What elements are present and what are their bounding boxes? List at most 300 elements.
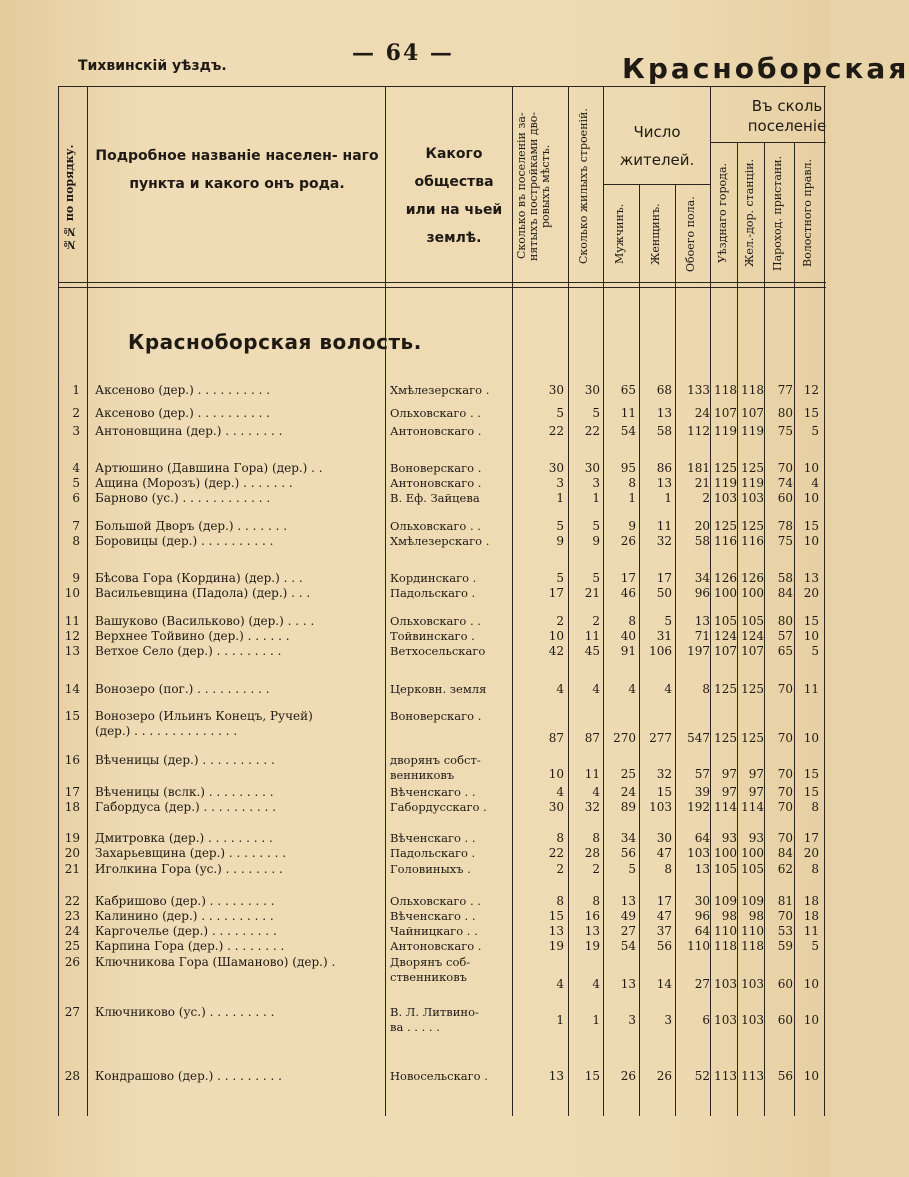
women-count: 11 [656,519,672,533]
buildings-count: 2 [592,614,600,628]
table-row [0,585,831,601]
header-places: Сколько въ поселеніи за- нятыхъ постройками дво- ровыхъ мѣстъ. [515,111,552,261]
places-count: 5 [556,519,564,533]
women-count: 50 [656,586,672,600]
dist-town: 109 [714,894,737,908]
buildings-count: 22 [584,424,600,438]
men-count: 65 [620,383,636,397]
dist-town: 98 [721,909,737,923]
dist-town: 118 [714,939,737,953]
places-count: 4 [556,785,564,799]
row-number: 20 [64,846,80,860]
dist-pier: 80 [777,406,793,420]
row-number: 5 [72,476,80,490]
dist-rail: 98 [748,909,764,923]
buildings-count: 87 [584,731,600,745]
dist-rail: 93 [748,831,764,845]
row-number: 21 [64,862,80,876]
dist-pier: 70 [777,767,793,781]
places-count: 8 [556,894,564,908]
dist-pier: 70 [777,731,793,745]
header-men: Мужчинъ. [613,203,626,265]
row-number: 23 [64,909,80,923]
dist-pier: 62 [777,862,793,876]
men-count: 95 [620,461,636,475]
women-count: 14 [656,977,672,991]
women-count: 68 [656,383,672,397]
header-no: №№ по порядку. [63,144,76,252]
place-name: Верхнее Тойвино (дер.) . . . . . . [95,629,290,643]
row-number: 27 [64,1005,80,1019]
place-name: Иголкина Гора (ус.) . . . . . . . . [95,862,283,876]
place-name: Ключникова Гора (Шаманово) (дер.) . [95,955,336,969]
men-count: 13 [620,894,636,908]
society-name: Ольховскаго . . [390,894,481,908]
men-count: 11 [620,406,636,420]
dist-pier: 74 [777,476,793,490]
row-number: 1 [72,383,80,397]
women-count: 106 [649,644,672,658]
table-row [0,923,831,939]
total-count: 27 [694,977,710,991]
dist-pier: 70 [777,682,793,696]
row-number: 11 [64,614,80,628]
men-count: 89 [620,800,636,814]
dist-rail: 118 [741,939,764,953]
place-name: Васильевщина (Падола) (дер.) . . . [95,586,311,600]
row-number: 14 [64,682,80,696]
men-count: 54 [620,424,636,438]
buildings-count: 5 [592,571,600,585]
table-row [0,893,831,909]
society-name: Падольскаго . [390,586,476,600]
table-row [0,382,831,398]
society-name: Ольховскаго . . [390,519,481,533]
places-count: 8 [556,831,564,845]
dist-rail: 110 [741,924,764,938]
table-row [0,570,831,586]
dist-rail: 107 [741,644,764,658]
row-number: 26 [64,955,80,969]
place-name: Габордуса (дер.) . . . . . . . . . . [95,800,277,814]
total-count: 96 [694,586,710,600]
dist-volost: 5 [811,424,819,438]
place-name: Карпина Гора (дер.) . . . . . . . . [95,939,285,953]
dist-rail: 109 [741,894,764,908]
place-name: Ветхое Село (дер.) . . . . . . . . . [95,644,282,658]
place-name: Антоновщина (дер.) . . . . . . . . [95,424,283,438]
row-number: 9 [72,571,80,585]
places-count: 4 [556,977,564,991]
places-count: 10 [548,629,564,643]
women-count: 47 [656,846,672,860]
total-count: 2 [702,491,710,505]
table-row [0,1068,831,1084]
table-row [0,938,831,954]
buildings-count: 15 [584,1069,600,1083]
total-count: 30 [694,894,710,908]
dist-town: 114 [714,800,737,814]
buildings-count: 11 [584,767,600,781]
table-row [0,613,831,629]
table-row [0,799,831,815]
buildings-count: 30 [584,383,600,397]
table-row [0,643,831,659]
women-count: 8 [664,862,672,876]
row-number: 2 [72,406,80,420]
place-name: Аксеново (дер.) . . . . . . . . . . [95,406,271,420]
dist-rail: 113 [741,1069,764,1083]
distance-subheader-rule [711,142,826,143]
places-count: 15 [548,909,564,923]
table-row [0,490,831,506]
society-name-continued: ва . . . . . [390,1020,440,1034]
buildings-count: 1 [592,491,600,505]
total-count: 64 [694,831,710,845]
table-row [0,845,831,861]
society-name: Хмѣлезерскаго . [390,383,490,397]
men-count: 1 [628,491,636,505]
place-name: Вѣченицы (дер.) . . . . . . . . . . [95,753,275,767]
society-name: Падольскаго . [390,846,476,860]
women-count: 47 [656,909,672,923]
women-count: 13 [656,476,672,490]
dist-rail: 105 [741,862,764,876]
total-count: 192 [687,800,710,814]
society-name: Ольховскаго . . [390,614,481,628]
total-count: 8 [702,682,710,696]
place-name: Кондрашово (дер.) . . . . . . . . . [95,1069,282,1083]
dist-town: 116 [714,534,737,548]
buildings-count: 4 [592,682,600,696]
dist-rail: 119 [741,424,764,438]
dist-town: 125 [714,519,737,533]
row-number: 16 [64,753,80,767]
header-women: Женщинъ. [649,203,662,265]
dist-rail: 103 [741,491,764,505]
men-count: 9 [628,519,636,533]
women-count: 31 [656,629,672,643]
buildings-count: 21 [584,586,600,600]
dist-volost: 10 [803,534,819,548]
buildings-count: 28 [584,846,600,860]
society-name-continued: ственниковъ [390,970,467,984]
table-row [0,1004,831,1034]
places-count: 30 [548,383,564,397]
header-rail: Жел.-дор. станціи. [743,158,756,268]
section-title: Красноборская волость. [128,330,422,354]
place-name: Вашуково (Васильково) (дер.) . . . . [95,614,315,628]
dist-volost: 18 [803,909,819,923]
dist-rail: 100 [741,586,764,600]
county-title: Тихвинскій уѣздъ. [78,58,227,74]
society-name: Кординскаго . [390,571,477,585]
dist-town: 93 [721,831,737,845]
dist-pier: 84 [777,846,793,860]
dist-volost: 10 [803,1013,819,1027]
men-count: 17 [620,571,636,585]
men-count: 56 [620,846,636,860]
men-count: 26 [620,1069,636,1083]
dist-rail: 124 [741,629,764,643]
row-number: 25 [64,939,80,953]
total-count: 6 [702,1013,710,1027]
buildings-count: 5 [592,519,600,533]
dist-rail: 103 [741,977,764,991]
dist-town: 105 [714,614,737,628]
women-count: 277 [649,731,672,745]
women-count: 15 [656,785,672,799]
total-count: 547 [687,731,710,745]
dist-pier: 84 [777,586,793,600]
society-name: Хмѣлезерскаго . [390,534,490,548]
dist-volost: 8 [811,862,819,876]
total-count: 96 [694,909,710,923]
dist-town: 125 [714,731,737,745]
buildings-count: 3 [592,476,600,490]
place-name: Аксеново (дер.) . . . . . . . . . . [95,383,271,397]
men-count: 3 [628,1013,636,1027]
society-name: дворянъ собст- [390,753,481,767]
places-count: 30 [548,800,564,814]
buildings-count: 2 [592,862,600,876]
society-name: Воноверскаго . [390,461,482,475]
dist-volost: 13 [803,571,819,585]
buildings-count: 30 [584,461,600,475]
women-count: 56 [656,939,672,953]
total-count: 112 [687,424,710,438]
total-count: 20 [694,519,710,533]
women-count: 86 [656,461,672,475]
row-number: 8 [72,534,80,548]
place-name: Калинино (дер.) . . . . . . . . . . [95,909,274,923]
men-count: 91 [620,644,636,658]
place-name-continued: (дер.) . . . . . . . . . . . . . . [95,724,238,738]
row-number: 19 [64,831,80,845]
total-count: 197 [687,644,710,658]
places-count: 19 [548,939,564,953]
men-count: 13 [620,977,636,991]
women-count: 5 [664,614,672,628]
dist-pier: 70 [777,800,793,814]
dist-town: 103 [714,1013,737,1027]
dist-pier: 56 [777,1069,793,1083]
men-count: 270 [613,731,636,745]
society-name: Новосельскаго . [390,1069,488,1083]
row-number: 18 [64,800,80,814]
place-name: Вонозеро (Ильинъ Конецъ, Ручей) [95,709,313,723]
dist-pier: 60 [777,977,793,991]
dist-volost: 10 [803,731,819,745]
places-count: 17 [548,586,564,600]
total-count: 58 [694,534,710,548]
dist-pier: 70 [777,831,793,845]
dist-pier: 58 [777,571,793,585]
dist-rail: 103 [741,1013,764,1027]
row-number: 4 [72,461,80,475]
row-number: 13 [64,644,80,658]
place-name: Большой Дворъ (дер.) . . . . . . . [95,519,288,533]
dist-pier: 78 [777,519,793,533]
dist-town: 110 [714,924,737,938]
places-count: 87 [548,731,564,745]
total-count: 57 [694,767,710,781]
dist-pier: 60 [777,1013,793,1027]
table-row [0,830,831,846]
dist-rail: 125 [741,731,764,745]
men-count: 49 [620,909,636,923]
buildings-count: 16 [584,909,600,923]
dist-volost: 5 [811,939,819,953]
row-number: 28 [64,1069,80,1083]
women-count: 17 [656,571,672,585]
place-name: Дмитровка (дер.) . . . . . . . . . [95,831,273,845]
table-row [0,475,831,491]
header-buildings: Сколько жилыхъ строеній. [577,108,590,264]
dist-rail: 105 [741,614,764,628]
row-number: 12 [64,629,80,643]
row-number: 24 [64,924,80,938]
table-row [0,708,831,745]
total-count: 24 [694,406,710,420]
places-count: 13 [548,1069,564,1083]
dist-volost: 8 [811,800,819,814]
table-row [0,460,831,476]
table-row [0,628,831,644]
buildings-count: 5 [592,406,600,420]
buildings-count: 4 [592,785,600,799]
society-name: Вѣченскаго . . [390,909,476,923]
places-count: 9 [556,534,564,548]
society-name: Антоновскаго . [390,424,482,438]
buildings-count: 4 [592,977,600,991]
men-count: 26 [620,534,636,548]
table-row [0,423,831,439]
dist-town: 125 [714,682,737,696]
table-row [0,908,831,924]
total-count: 133 [687,383,710,397]
society-name: Дворянъ соб- [390,955,471,969]
dist-rail: 97 [748,785,764,799]
dist-town: 107 [714,406,737,420]
table-row [0,954,831,991]
buildings-count: 45 [584,644,600,658]
dist-rail: 126 [741,571,764,585]
dist-town: 100 [714,586,737,600]
men-count: 25 [620,767,636,781]
dist-pier: 70 [777,909,793,923]
place-name: Захарьевщина (дер.) . . . . . . . . [95,846,287,860]
society-name: Ольховскаго . . [390,406,481,420]
places-count: 10 [548,767,564,781]
dist-town: 125 [714,461,737,475]
buildings-count: 32 [584,800,600,814]
society-name: Вѣченскаго . . [390,785,476,799]
society-name: Антоновскаго . [390,476,482,490]
dist-rail: 114 [741,800,764,814]
places-count: 5 [556,406,564,420]
society-name: Антоновскаго . [390,939,482,953]
header-both: Обоего пола. [684,196,697,272]
dist-pier: 57 [777,629,793,643]
women-count: 26 [656,1069,672,1083]
men-count: 24 [620,785,636,799]
place-name: Боровицы (дер.) . . . . . . . . . . [95,534,274,548]
women-count: 103 [649,800,672,814]
dist-town: 97 [721,785,737,799]
row-number: 15 [64,709,80,723]
total-count: 13 [694,862,710,876]
row-number: 22 [64,894,80,908]
total-count: 64 [694,924,710,938]
dist-pier: 70 [777,785,793,799]
dist-town: 113 [714,1069,737,1083]
dist-rail: 118 [741,383,764,397]
buildings-count: 8 [592,831,600,845]
dist-town: 103 [714,491,737,505]
table-row [0,681,831,697]
total-count: 71 [694,629,710,643]
dist-town: 107 [714,644,737,658]
society-name: Ветхосельскаго [390,644,486,658]
table-row [0,405,831,421]
dist-town: 119 [714,476,737,490]
dist-volost: 12 [803,383,819,397]
dist-volost: 17 [803,831,819,845]
dist-volost: 5 [811,644,819,658]
dist-volost: 20 [803,846,819,860]
dist-pier: 65 [777,644,793,658]
dist-volost: 15 [803,785,819,799]
places-count: 13 [548,924,564,938]
dist-town: 124 [714,629,737,643]
women-count: 13 [656,406,672,420]
women-count: 58 [656,424,672,438]
women-count: 37 [656,924,672,938]
residents-subheader-rule [604,184,710,185]
place-name: Кабришово (дер.) . . . . . . . . . [95,894,275,908]
dist-volost: 11 [803,924,819,938]
dist-rail: 116 [741,534,764,548]
dist-volost: 10 [803,977,819,991]
place-name: Барново (ус.) . . . . . . . . . . . . [95,491,271,505]
page-number: — 64 — [352,40,454,66]
buildings-count: 9 [592,534,600,548]
header-town: Уѣзднаго города. [716,163,729,264]
men-count: 27 [620,924,636,938]
total-count: 39 [694,785,710,799]
total-count: 34 [694,571,710,585]
places-count: 30 [548,461,564,475]
dist-town: 97 [721,767,737,781]
buildings-count: 1 [592,1013,600,1027]
dist-town: 126 [714,571,737,585]
dist-rail: 107 [741,406,764,420]
men-count: 8 [628,614,636,628]
dist-pier: 80 [777,614,793,628]
dist-rail: 119 [741,476,764,490]
places-count: 1 [556,491,564,505]
men-count: 34 [620,831,636,845]
region-title: Красноборская [622,52,909,85]
header-name: Подробное названіе населен- наго пункта и какого онъ рода. [95,148,379,192]
dist-pier: 53 [777,924,793,938]
society-name: Воноверскаго . [390,709,482,723]
women-count: 32 [656,534,672,548]
dist-pier: 75 [777,424,793,438]
society-name: Головиныхъ . [390,862,471,876]
places-count: 22 [548,846,564,860]
